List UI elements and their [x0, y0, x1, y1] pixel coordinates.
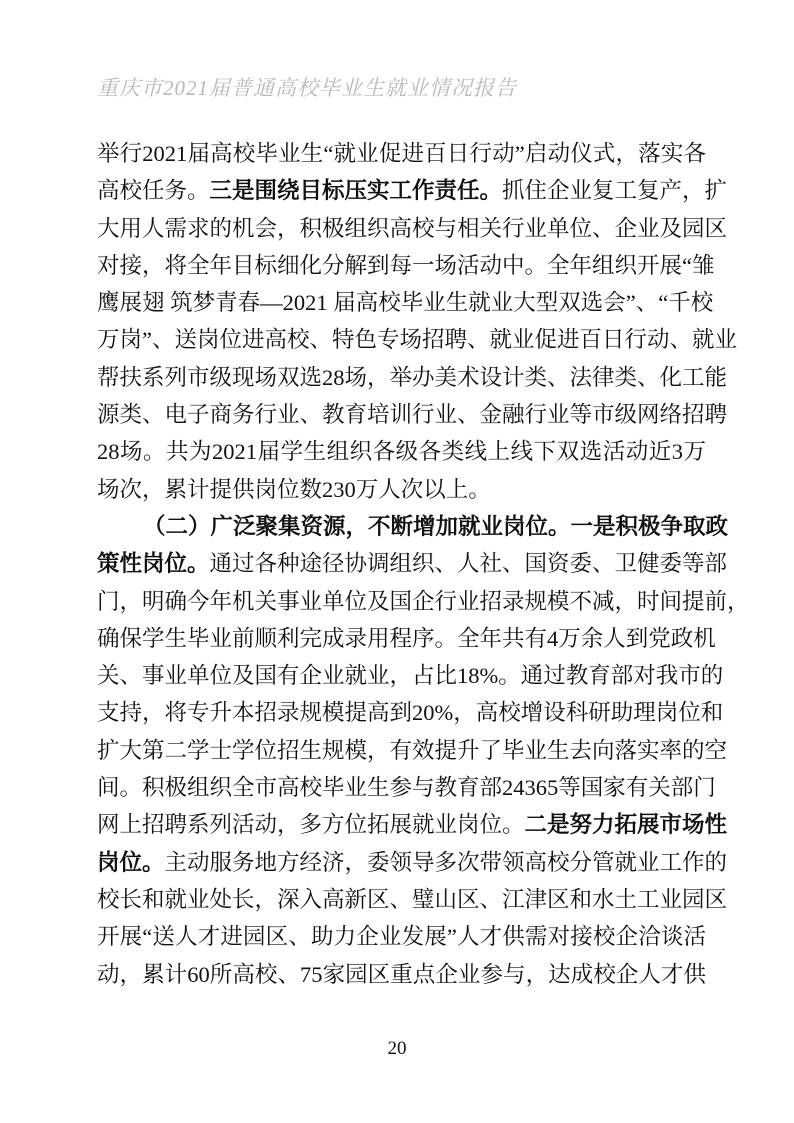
text-run: 校长和就业处长，深入高新区、璧山区、江津区和水土工业园区	[97, 886, 728, 912]
text-run: 举行2021届高校毕业生“就业促进百日行动”启动仪式，落实各	[97, 141, 706, 166]
text-run: 场次，累计提供岗位数230万人次以上。	[97, 476, 491, 502]
text-line	[97, 694, 724, 731]
text-run: 帮扶系列市级现场双选28场，举办美术设计类、法律类、化工能	[97, 364, 728, 390]
bold-text: 岗位。	[97, 849, 165, 875]
text-line	[97, 433, 706, 470]
text-run: 通过各种途径协调组织、人社、国资委、卫健委等部	[209, 551, 728, 577]
text-run: 28场。共为2021届学生组织各级各类线上线下双选活动近3万	[97, 439, 706, 465]
text-run: 扩大第二学士学位招生规模，有效提升了毕业生去向落实率的空	[97, 737, 728, 763]
text-run: 开展“送人才进园区、助力企业发展”人才供需对接校企洽谈活	[97, 924, 706, 950]
text-line	[97, 135, 706, 172]
text-run: 支持，将专升本招录规模提高到20%，高校增设科研助理岗位和	[97, 700, 724, 726]
text-run: 动，累计60所高校、75家园区重点企业参与，达成校企人才供	[97, 961, 706, 987]
text-line	[97, 806, 728, 843]
text-run: 高校任务。	[97, 178, 210, 204]
running-header: 重庆市2021届普通高校毕业生就业情况报告	[97, 76, 517, 100]
text-line	[97, 881, 728, 918]
text-run: 鹰展翅 筑梦青春—2021 届高校毕业生就业大型双选会”、“千校	[97, 290, 714, 316]
text-run: 间。积极组织全市高校毕业生参与教育部24365等国家有关部门	[97, 775, 716, 801]
text-line	[97, 210, 728, 247]
text-run: 对接，将全年目标细化分解到每一场活动中。全年组织开展“雏	[97, 252, 715, 278]
bold-text: 策性岗位。	[97, 551, 210, 577]
text-line	[97, 620, 716, 657]
text-line	[97, 545, 728, 582]
page-number: 20	[387, 1038, 407, 1059]
bold-text: 三是围绕目标压实工作责任。	[209, 178, 503, 204]
text-run: 大用人需求的机会，积极组织高校与相关行业单位、企业及园区	[97, 215, 728, 241]
text-run: 抓住企业复工复产，扩	[502, 178, 728, 204]
bold-text: 二是努力拓展市场性	[524, 812, 728, 838]
text-line	[97, 359, 728, 396]
text-run: 门，明确今年机关事业单位及国企行业招录规模不减，时间提前，	[97, 588, 750, 614]
text-line	[97, 769, 716, 806]
body-text	[97, 135, 750, 993]
text-line	[97, 247, 715, 284]
text-line	[97, 732, 728, 769]
text-run: 万岗”、送岗位进高校、特色专场招聘、就业促进百日行动、就业	[97, 327, 737, 353]
text-line	[97, 172, 728, 209]
text-line	[97, 657, 724, 694]
text-line	[97, 918, 706, 955]
text-line	[97, 956, 706, 993]
text-run: 源类、电子商务行业、教育培训行业、金融行业等市级网络招聘	[97, 402, 728, 428]
text-run: 确保学生毕业前顺利完成录用程序。全年共有4万余人到党政机	[97, 625, 716, 651]
text-line	[97, 844, 728, 881]
text-line	[97, 471, 706, 508]
text-line	[97, 284, 714, 321]
text-line	[97, 321, 737, 358]
bold-text: （二）广泛聚集资源，不断增加就业岗位。一是积极争取政	[143, 513, 729, 539]
text-run: 关、事业单位及国有企业就业，占比18%。通过教育部对我市的	[97, 663, 724, 689]
text-run: 主动服务地方经济，委领导多次带领高校分管就业工作的	[164, 849, 728, 875]
text-run: 网上招聘系列活动，多方位拓展就业岗位。	[97, 812, 525, 838]
text-line	[97, 508, 729, 545]
text-line	[97, 583, 750, 620]
text-line	[97, 396, 728, 433]
